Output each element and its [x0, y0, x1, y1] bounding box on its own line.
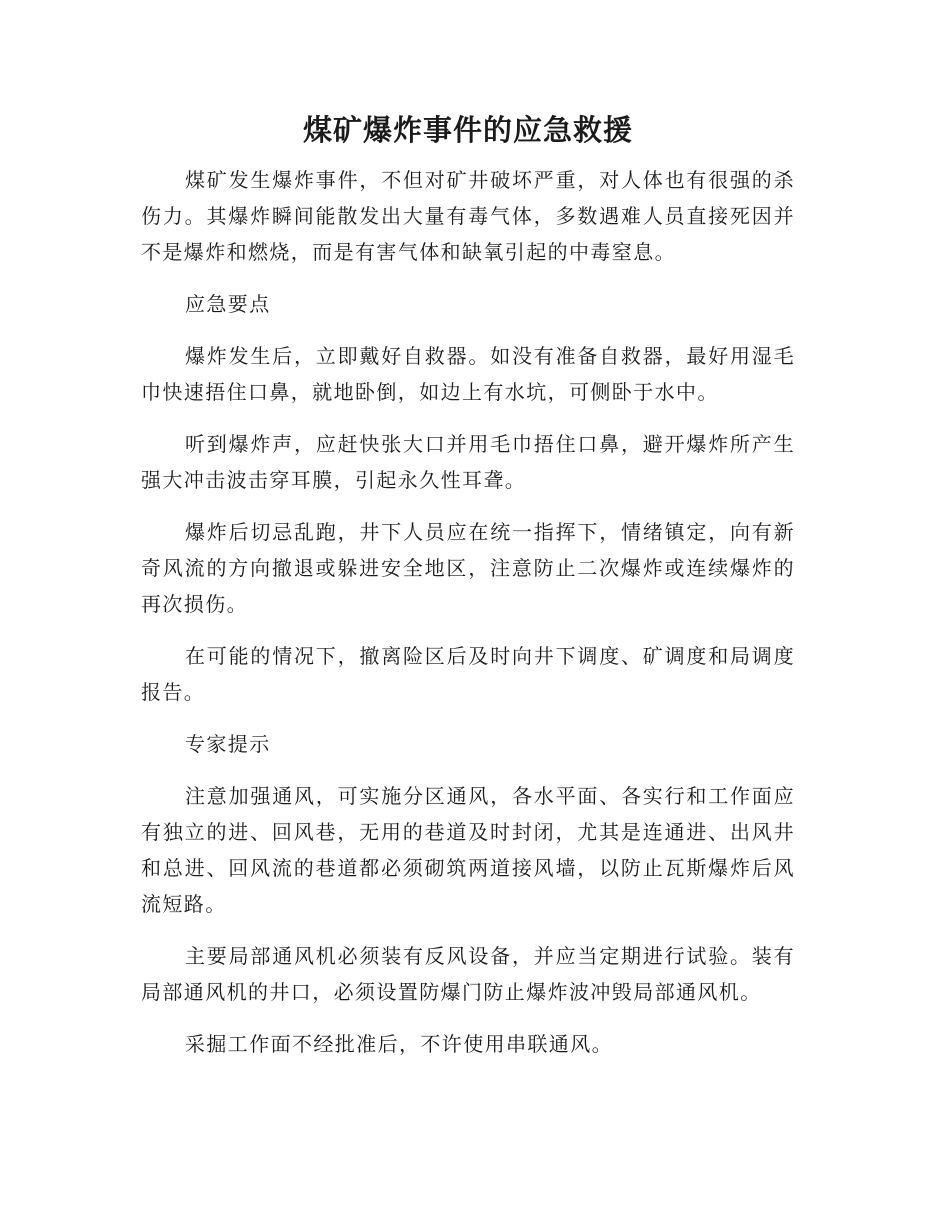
emergency-point-paragraph: 在可能的情况下，撤离险区后及时向井下调度、矿调度和局调度报告。	[141, 644, 795, 704]
section-heading-expert-tips: 专家提示	[185, 732, 271, 756]
emergency-point-paragraph: 爆炸发生后，立即戴好自救器。如没有准备自救器，最好用湿毛巾快速捂住口鼻，就地卧倒，如边上有水坑，可侧卧于水中。	[141, 344, 795, 404]
expert-tip-paragraph: 注意加强通风，可实施分区通风，各水平面、各实行和工作面应有独立的进、回风巷，无用的巷道及时封闭，尤其是连通进、出风井和总进、回风流的巷道都必须砌筑两道接风墙，以防止瓦斯爆炸后风流短路。	[141, 784, 795, 916]
document-page	[141, 108, 795, 1078]
intro-paragraph: 煤矿发生爆炸事件，不但对矿井破坏严重，对人体也有很强的杀伤力。其爆炸瞬间能散发出大量有毒气体，多数遇难人员直接死因并不是爆炸和燃烧，而是有害气体和缺氧引起的中毒窒息。	[141, 168, 795, 264]
expert-tip-paragraph: 主要局部通风机必须装有反风设备，并应当定期进行试验。装有局部通风机的井口，必须设置防爆门防止爆炸波冲毁局部通风机。	[141, 944, 795, 1004]
emergency-point-paragraph: 爆炸后切忌乱跑，井下人员应在统一指挥下，情绪镇定，向有新奇风流的方向撤退或躲进安全地区，注意防止二次爆炸或连续爆炸的再次损伤。	[141, 520, 795, 616]
expert-tip-paragraph: 采掘工作面不经批准后，不许使用串联通风。	[185, 1032, 613, 1056]
section-heading-emergency-points: 应急要点	[185, 292, 271, 316]
emergency-point-paragraph: 听到爆炸声，应赶快张大口并用毛巾捂住口鼻，避开爆炸所产生强大冲击波击穿耳膜，引起永久性耳聋。	[141, 432, 795, 492]
document-title: 煤矿爆炸事件的应急救援	[302, 113, 633, 147]
